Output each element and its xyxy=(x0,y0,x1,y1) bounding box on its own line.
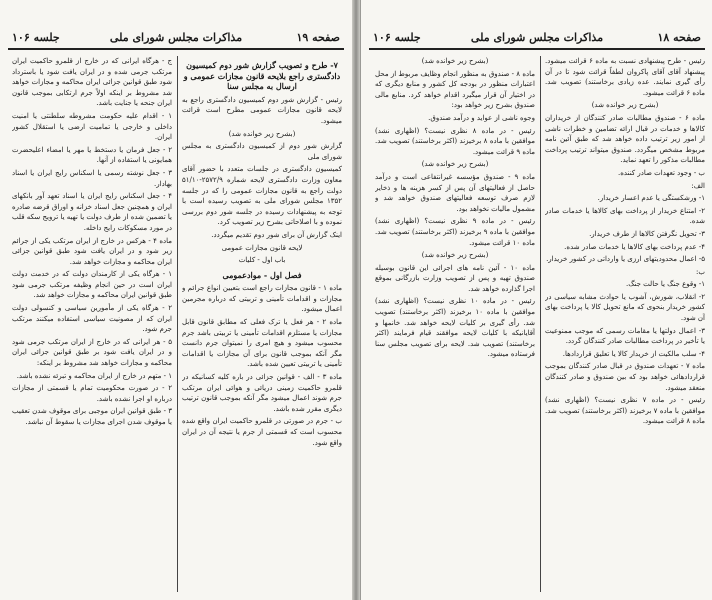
text-paragraph: ۱ - هرگاه یکی از کارمندان دولت که در خدمت دولت ایران است در حین انجام وظیفه مرتکب جرمی شود طبق قوانین ایران محاکمه و مجازات خواهد شد. xyxy=(12,270,172,300)
text-paragraph: ب - جرم در صورتی در قلمرو حاکمیت ایران واقع شده محسوب است که قسمتی از جرم یا نتیجه آن در ایران واقع شود. xyxy=(182,417,342,447)
page-header xyxy=(369,28,705,50)
page-header xyxy=(8,28,344,50)
text-paragraph: ۱- ورشکستگی یا عدم اعسار خریدار. xyxy=(597,194,705,203)
text-paragraph: ۳- اعمال دولتها یا مقامات رسمی که موجب ممنوعیت یا تأخیر در پرداخت مطالبات صادر کنندگان گردد. xyxy=(545,326,705,346)
text-paragraph: گزارش شور دوم از کمیسیون دادگستری به مجلس شورای ملی xyxy=(182,142,342,161)
text-paragraph: رئیس - در ماده ۱۰ نظری نیست؟ (اظهاری نشد) موافقین با ماده ۱۰ برخیزند (اکثر برخاستند) تصویب شد. رأی گیری بر کلیات لایحه خواهد شد. خانمها و آقایانیکه با کلیات لایحه موافقند قیام فرمایند (اکثر برخاستند) تصویب شد. لایحه برای تصویب مجلس سنا فرستاده میشود. xyxy=(375,297,535,359)
text-paragraph: ۱ - اقدام علیه حکومت مشروطه سلطنتی یا امنیت داخلی و خارجی یا تمامیت ارضی یا استقلال کشور ایران. xyxy=(12,111,172,142)
left-page xyxy=(0,0,353,600)
right-page xyxy=(360,0,712,600)
column-divider xyxy=(177,56,178,592)
text-paragraph: رئیس - گزارش شور دوم کمیسیون دادگستری راجع به لایحه قانون مجازات عمومی مطرح است قرائت میشود. xyxy=(182,95,342,125)
text-paragraph: کمیسیون دادگستری در جلسات متعدد با حضور آقای معاون وزارت دادگستری لایحه شماره ۲۵۷۲/۹-۵۱/۱۰ دولت راجع به قانون مجازات عمومی را که در جلسه ۱۳۵۲ مجلس شورای ملی به تصویب رسیده است با توجه به پیشنهادات رسیده در جلسه شور دوم بررسی نموده و با اصلاحاتی بشرح زیر تصویب کرد. xyxy=(182,165,342,227)
text-paragraph: ۲- امتناع خریدار از پرداخت بهای کالاها یا خدمات صادر شده. xyxy=(545,206,705,226)
text-paragraph: ماده ۶ - صندوق مطالبات صادر کنندگان از خریداران کالاها و خدمات در قبال ارائه تضامین و خطرات ناشی از امور زیر ترتیب داده خواهد شد که طبق آئین نامه مربوط مشخص میگردد. صندوق میتواند ترتیب پرداخت مطالبات مذکور را تعهد نماید. xyxy=(545,113,705,165)
session-number: جلسه ۱۰۶ xyxy=(373,31,421,44)
text-paragraph: ۴- سلب مالکیت از خریدار کالا یا تعلیق قراردادها. xyxy=(562,349,705,358)
text-paragraph: ۴- عدم پرداخت بهای کالاها یا خدمات صادر شده. xyxy=(564,242,705,251)
text-paragraph: ۱- وقوع جنگ یا حالت جنگ. xyxy=(626,280,705,289)
text-paragraph: ب - وجود تعهدات صادر کننده. xyxy=(618,168,705,177)
text-paragraph: ۲ - در صورت محکومیت تمام یا قسمتی از مجازات درباره او اجرا نشده باشد. xyxy=(12,384,172,403)
text-paragraph: (بشرح زیر خوانده شد) xyxy=(228,129,296,138)
text-column-left xyxy=(375,56,535,596)
text-paragraph: الف: xyxy=(691,181,705,190)
page-number: صفحه ۱۸ xyxy=(657,31,701,44)
text-paragraph: اینک گزارش آن برای شور دوم تقدیم میگردد. xyxy=(211,230,342,239)
text-column-left xyxy=(12,56,172,596)
text-paragraph: ۲ - جعل فرمان یا دستخط یا مهر یا امضاء اعلیحضرت همایونی یا استفاده از آنها. xyxy=(12,145,172,165)
text-paragraph: ۲- انقلاب، شورش، آشوب یا حوادث مشابه سیاسی در کشور خریدار بنحوی که مانع تحویل کالا یا پرداخت بهای آن شود. xyxy=(545,292,705,323)
section-heading: فصل اول - موادعمومی xyxy=(222,269,302,280)
text-column-right xyxy=(545,56,705,596)
text-paragraph: ماده ۷ - تعهدات صندوق در قبال صادر کنندگان بموجب قراردادهائی خواهد بود که بین صندوق و صادر کنندگان منعقد میشود. xyxy=(545,362,705,392)
page-number: صفحه ۱۹ xyxy=(296,31,340,44)
text-paragraph: ج - هرگاه ایرانی که در خارج از قلمرو حاکمیت ایران مرتکب جرمی شده و در ایران یافت شود یا باسترداد شود طبق قوانین جزائی ایران محاکمه و مجازات خواهد شد مشروط بر اینکه اولاً جرم ارتکابی بموجب قانون ایران جنحه یا جنایت باشد. xyxy=(12,57,172,108)
column-divider xyxy=(540,56,541,592)
text-paragraph: ماده ۹ - صندوق مؤسسه غیرانتفاعی است و درآمد حاصل از فعالیتهای آن پس از کسر هزینه ها و ذخایر لازم صرف توسعه فعالیتهای صندوق خواهد شد و مشمول مالیات نخواهد بود. xyxy=(375,172,535,213)
text-paragraph: ماده ۱ - قانون مجازات راجع است بتعیین انواع جرائم و مجازات و اقدامات تأمینی و تربیتی که درباره مجرمین اعمال میشود. xyxy=(182,284,342,314)
text-paragraph: (بشرح زیر خوانده شد) xyxy=(421,57,489,65)
text-paragraph: ۴ - جعل اسکناس رایج ایران یا اسناد تعهد آور بانکهای ایران و همچنین جعل اسناد خزانه و اوراق قرضه صادره یا تضمین شده از طرف دولت یا تهیه یا ترویج سکه قلب در مورد مسکوکات رایج داخله. xyxy=(12,192,172,232)
text-paragraph: (بشرح زیر خوانده شد) xyxy=(421,160,489,169)
text-paragraph: وجوه ناشی از عواید و درآمد صندوق. xyxy=(428,113,535,122)
text-paragraph: ۱ - متهم در خارج از ایران محاکمه و تبرئه نشده باشد. xyxy=(16,371,172,380)
header-title: مذاکرات مجلس شورای ملی xyxy=(109,31,243,44)
book-gutter xyxy=(352,0,360,600)
text-paragraph: ۵ - هر ایرانی که در خارج از ایران مرتکب جرمی شود و در ایران یافت شود بر طبق قوانین جزائی ایران محاکمه و مجازات خواهد شد مشروط بر اینکه: xyxy=(12,337,172,368)
text-paragraph: ۳- تحویل نگرفتن کالاها از طرف خریدار. xyxy=(589,229,705,238)
text-paragraph: ماده ۴ - هرکس در خارج از ایران مرتکب یکی از جرائم زیر شود و در ایران یافت شود طبق قوانین جزائی ایران محاکمه و مجازات خواهد شد. xyxy=(12,236,172,266)
text-column-right xyxy=(182,56,342,596)
text-paragraph: ۳ - جعل نوشته رسمی یا اسکناس رایج ایران یا اسناد بهادار. xyxy=(12,168,172,188)
text-paragraph: ب: xyxy=(696,267,705,276)
text-paragraph: رئیس - در ماده ۸ نظری نیست؟ (اظهاری نشد) موافقین با ماده ۸ برخیزند (اکثر برخاستند) تصویب شد. ماده ۹ قرائت میشود. xyxy=(375,126,535,156)
text-paragraph: ماده ۲ - هر فعل یا ترک فعلی که مطابق قانون قابل مجازات یا مستلزم اقدامات تأمینی یا تربیتی باشد جرم محسوب میشود و هیچ امری را نمیتوان جرم دانست مگر آنکه بموجب قانون برای آن مجازات یا اقدامات تأمینی یا تربیتی تعیین شده باشد. xyxy=(182,318,342,369)
header-title: مذاکرات مجلس شورای ملی xyxy=(470,31,604,44)
text-paragraph: ۵- اعمال محدودیتهای ارزی یا وارداتی در کشور خریدار. xyxy=(546,255,705,264)
section-heading: ۷- طرح و تصویب گزارش شور دوم کمیسیون دادگستری راجع بلایحه قانون مجازات عمومی و ارسال به مجلس سنا xyxy=(183,60,341,92)
text-paragraph: رئیس - در ماده ۷ نظری نیست؟ (اظهاری نشد) موافقین با ماده ۷ برخیزند (اکثر برخاستند) تصویب شد. ماده ۸ قرائت میشود. xyxy=(545,396,705,426)
text-paragraph: ۳ - طبق قوانین ایران موجبی برای موقوف شدن تعقیب یا موقوف شدن اجرای مجازات یا سقوط آن نباشد. xyxy=(12,407,172,426)
text-paragraph: لایحه قانون مجازات عمومی xyxy=(221,243,303,252)
text-paragraph: (بشرح زیر خوانده شد) xyxy=(421,251,489,260)
text-paragraph: رئیس - در ماده ۹ نظری نیست؟ (اظهاری نشد) موافقین با ماده ۹ برخیزند (اکثر برخاستند) تصویب شد. ماده ۱۰ قرائت میشود. xyxy=(375,217,535,247)
text-paragraph: ماده ۸ - صندوق به منظور انجام وظایف مربوط از محل اعتبارات منظور در بودجه کل کشور و منابع دیگری که در اختیار آن قرار میگیرد اقدام خواهد کرد. منابع مالی صندوق بشرح زیر خواهد بود: xyxy=(375,69,535,110)
text-paragraph: باب اول - کلیات xyxy=(238,256,286,265)
text-paragraph: ماده ۳ - الف - قوانین جزائی در باره کلیه کسانیکه در قلمرو حاکمیت زمینی دریائی و هوائی ایران مرتکب جرم شوند اعمال میشود مگر آنکه بموجب قانون ترتیب دیگری مقرر شده باشد. xyxy=(182,373,342,413)
text-paragraph: (بشرح زیر خوانده شد) xyxy=(591,101,659,110)
session-number: جلسه ۱۰۶ xyxy=(12,31,60,44)
text-paragraph: رئیس - طرح پیشنهادی نسبت به ماده ۶ قرائت میشود. پیشنهاد آقای آقای پاکروان لطفاً قرائت شود تا در آن رأی گیری نمایند. عده زیادی برخاستند) تصویب شد. ماده ۶ قرائت میشود. xyxy=(545,57,705,97)
text-paragraph: ۲ - هرگاه یکی از مأمورین سیاسی و کنسولی دولت ایران که از مصونیت سیاسی استفاده میکنند مرتکب جرم شود. xyxy=(12,304,172,334)
text-paragraph: ماده ۱۰ - آئین نامه های اجرائی این قانون بوسیله صندوق تهیه و پس از تصویب وزارت بازرگانی بموقع اجرا گذارده خواهد شد. xyxy=(375,263,535,293)
